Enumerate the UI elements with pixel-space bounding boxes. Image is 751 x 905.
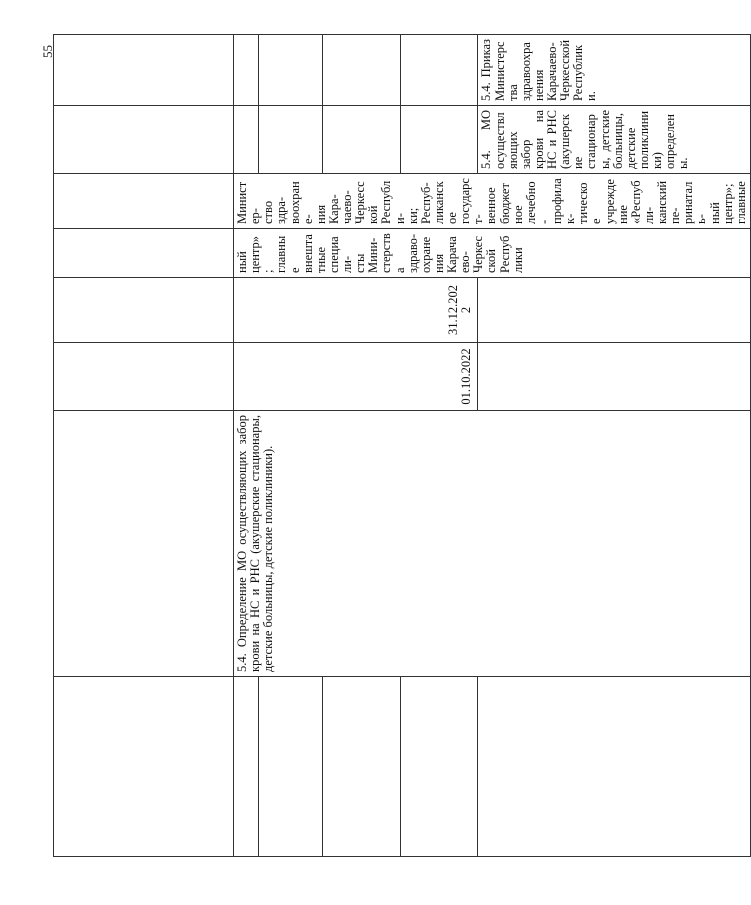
- document-cell: 5.4. Приказ Министерства здравоохранения Карачаево-Черкесской Республики.: [478, 35, 750, 106]
- executor-line: Республики: [497, 235, 525, 273]
- empty-cell: [54, 343, 234, 411]
- executor-line: ный центр»;: [235, 235, 276, 273]
- executor-line: государст-: [458, 178, 486, 224]
- executor-line: венное: [484, 187, 499, 224]
- executor-line: профилак-: [550, 178, 578, 224]
- executor-line: внештатные: [300, 234, 328, 273]
- empty-cell: [234, 106, 259, 174]
- start-date-cell: 01.10.2022: [234, 343, 478, 411]
- rotated-table-container: [53, 35, 748, 857]
- table-row: [54, 35, 234, 857]
- empty-cell: [234, 677, 259, 857]
- empty-cell: [401, 677, 478, 857]
- empty-cell: [322, 35, 401, 106]
- executor-line: Черкесской: [353, 181, 381, 224]
- empty-cell: [478, 278, 750, 343]
- empty-cell: [259, 106, 322, 174]
- executor-line: охранения: [418, 236, 446, 273]
- empty-cell: [401, 106, 478, 174]
- executor-line: специали-: [326, 236, 354, 273]
- empty-cell: [322, 106, 401, 174]
- empty-cell: [54, 229, 234, 278]
- rotated-page: [53, 35, 748, 857]
- page-number: 55: [40, 45, 55, 58]
- empty-cell: [259, 677, 322, 857]
- executor-cell-bottom: [234, 174, 751, 229]
- empty-cell: [478, 343, 750, 411]
- empty-cell: [259, 35, 322, 106]
- executor-line: ство здра-: [261, 196, 289, 224]
- empty-cell: [54, 174, 234, 229]
- executor-line: ния Кара-: [313, 194, 341, 224]
- empty-cell: [322, 677, 401, 857]
- executor-line: воохране-: [287, 181, 315, 224]
- empty-cell: [54, 278, 234, 343]
- empty-cell: [478, 677, 750, 857]
- empty-cell: [234, 35, 259, 106]
- executor-line: «Республи-: [628, 180, 656, 224]
- executor-line: ликанское: [431, 181, 459, 224]
- executor-line: главные: [733, 181, 748, 224]
- executor-line: бюджетное: [497, 183, 525, 224]
- executor-line: Карачаево-: [445, 236, 473, 273]
- executor-line: стерства: [379, 233, 407, 273]
- executor-line: чаево-: [340, 190, 354, 224]
- plan-table: [53, 34, 751, 857]
- measure-description-cell: 5.4. Определение МО осуществляющих забор крови на НС и РНС (акушерские стационары, детские больницы, детские поликлиники).: [234, 411, 751, 677]
- result-cell: 5.4. МО осуществляющих забор крови на НС и РНС (акушерские стационары, детские больницы, детские поликлиники) определены.: [478, 106, 750, 174]
- executor-line: главные: [274, 235, 302, 273]
- executor-line: канский пе-: [655, 180, 683, 224]
- empty-cell: [54, 677, 234, 857]
- executor-line: Республи-: [379, 180, 407, 224]
- executor-line: ки; Респуб-: [405, 182, 433, 224]
- table-row: [234, 35, 259, 857]
- executor-line: тическое: [576, 182, 604, 224]
- empty-cell: [54, 35, 234, 106]
- executor-line: здраво-: [405, 233, 420, 273]
- end-date-cell: 31.12.2022: [234, 278, 478, 343]
- empty-cell: [401, 35, 478, 106]
- executor-cell-top: [234, 229, 751, 278]
- executor-line: ный центр»;: [707, 183, 735, 224]
- executor-line: ринаталь-: [681, 181, 709, 224]
- executor-line: Министер-: [235, 181, 263, 224]
- executor-line: Черкесской: [471, 235, 499, 273]
- empty-cell: [54, 411, 234, 677]
- executor-line: учреждение: [602, 179, 630, 224]
- empty-cell: [54, 106, 234, 174]
- executor-line: сты Мини-: [353, 237, 381, 273]
- executor-line: лечебно-: [523, 181, 551, 224]
